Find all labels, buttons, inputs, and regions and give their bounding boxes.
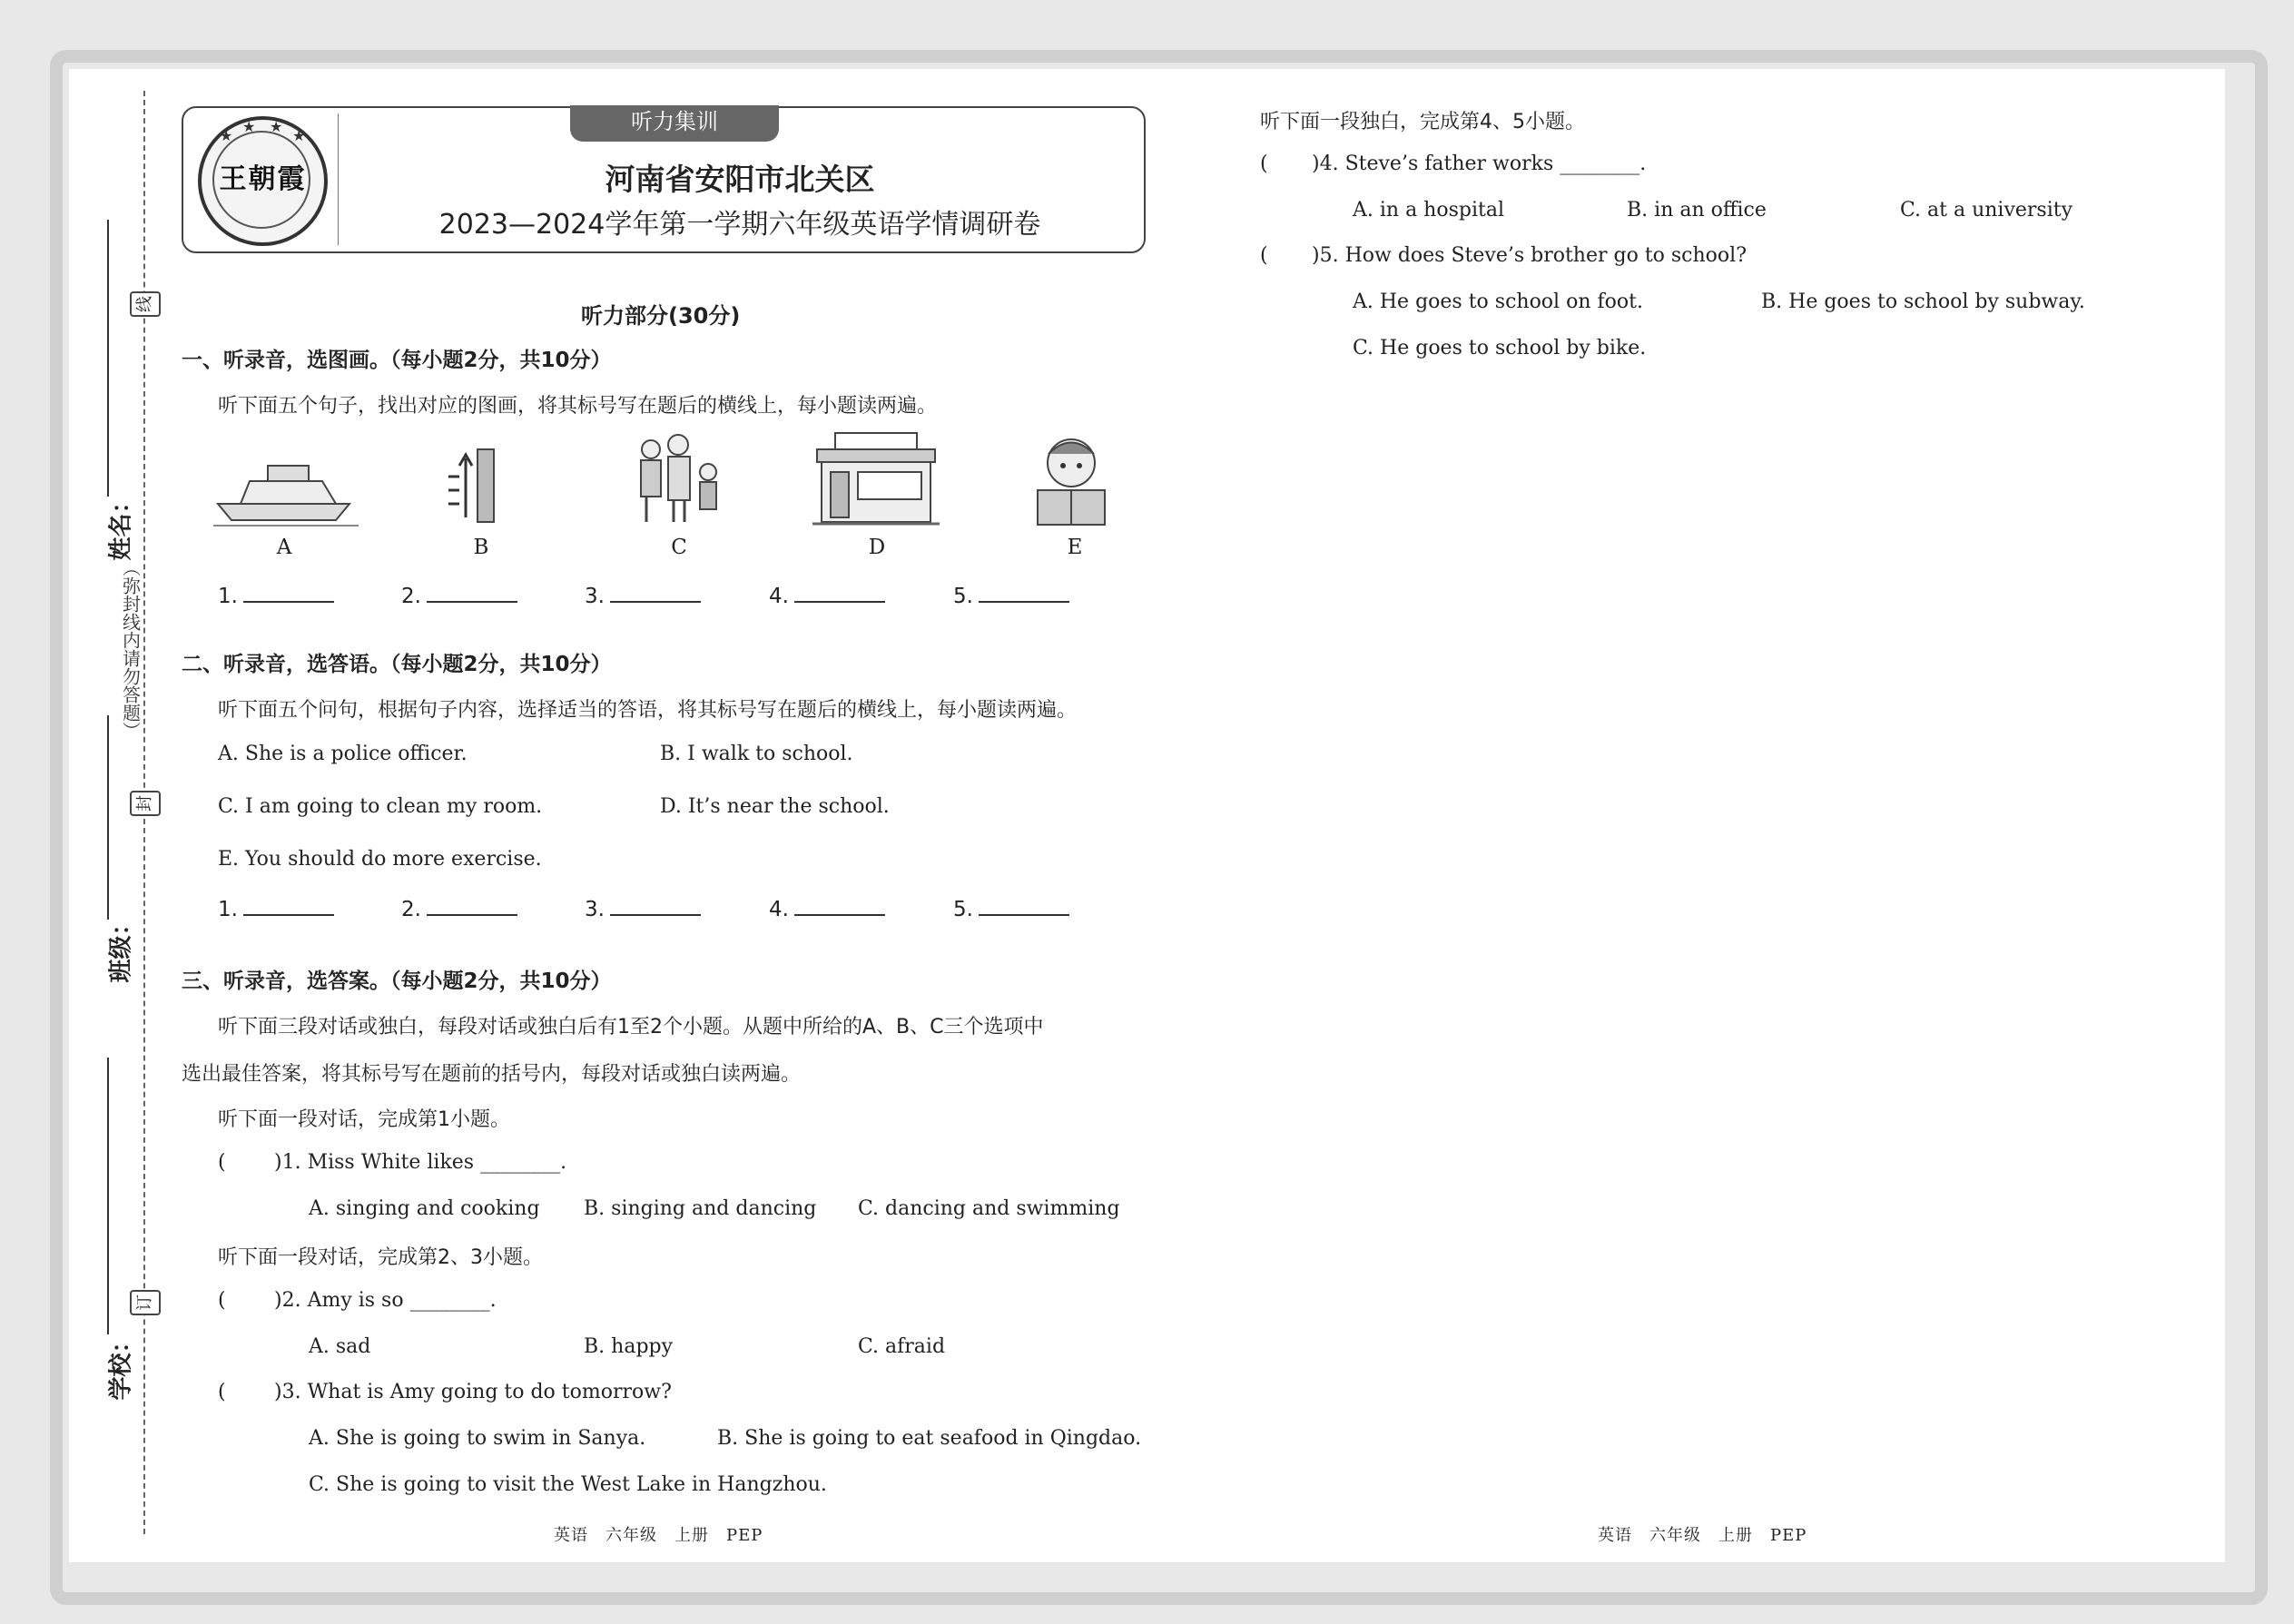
option-e: E. You should do more exercise.	[218, 848, 542, 871]
blank-number: 1.	[218, 898, 238, 921]
footer-right: 英语 六年级 上册 PEP	[1598, 1526, 1807, 1545]
question-2: )2. Amy is so ________.	[274, 1289, 497, 1312]
answer-bracket[interactable]: (	[218, 1289, 226, 1312]
part1-instruction: 听下面五个句子，找出对应的图画，将其标号写在题后的横线上，每小题读两遍。	[218, 395, 938, 418]
question-3: )3. What is Amy going to do tomorrow?	[274, 1381, 672, 1403]
binding-mark-bind: 订	[130, 1290, 161, 1315]
answer-bracket[interactable]: (	[218, 1151, 226, 1174]
name-field-label: 姓名：	[107, 489, 135, 561]
family-icon	[628, 431, 728, 531]
q5-option-b: B. He goes to school by subway.	[1761, 290, 2085, 313]
q3-option-c: C. She is going to visit the West Lake in Hangzhou.	[309, 1473, 827, 1496]
blank-number: 4.	[769, 898, 789, 921]
binding-note-text: （弥封线内请勿答题）	[119, 558, 142, 740]
question-4: )4. Steve’s father works ________.	[1312, 153, 1647, 175]
q1-option-b: B. singing and dancing	[584, 1197, 817, 1220]
picture-label: B	[473, 536, 489, 559]
binding-mark-seal: 封	[130, 791, 161, 816]
answer-blank[interactable]	[769, 583, 885, 608]
answer-blank[interactable]	[401, 896, 517, 921]
school-field-label: 学校：	[107, 1329, 135, 1401]
q3-option-a: A. She is going to swim in Sanya.	[309, 1427, 646, 1450]
blank-number: 2.	[401, 898, 421, 921]
q2-option-c: C. afraid	[858, 1335, 946, 1358]
answer-blank[interactable]	[218, 896, 334, 921]
ship-icon	[213, 431, 359, 531]
picture-label: C	[671, 536, 687, 559]
publisher-logo	[198, 116, 328, 246]
q5-option-a: A. He goes to school on foot.	[1353, 290, 1643, 313]
dialogue-intro-1: 听下面一段对话，完成第1小题。	[218, 1108, 510, 1131]
question-5: )5. How does Steve’s brother go to school?	[1312, 244, 1747, 267]
blank-number: 5.	[953, 898, 973, 921]
blank-number: 1.	[218, 585, 238, 608]
blank-number: 5.	[953, 585, 973, 608]
part3-heading: 三、听录音，选答案。（每小题2分，共10分）	[182, 969, 612, 993]
answer-blank[interactable]	[769, 896, 885, 921]
q5-option-c: C. He goes to school by bike.	[1353, 337, 1647, 359]
part2-instruction: 听下面五个问句，根据句子内容，选择适当的答语，将其标号写在题后的横线上，每小题读两遍。	[218, 699, 1078, 722]
part3-instruction-line2: 选出最佳答案，将其标号写在题前的括号内，每段对话或独白读两遍。	[182, 1063, 802, 1086]
q4-option-c: C. at a university	[1900, 199, 2073, 221]
header-divider	[338, 113, 339, 245]
logo-text: 王朝霞	[219, 163, 307, 195]
answer-blank[interactable]	[585, 583, 701, 608]
q3-option-b: B. She is going to eat seafood in Qingdao.	[717, 1427, 1142, 1450]
class-field-label: 班级：	[107, 911, 135, 983]
school-field-line[interactable]	[107, 1058, 109, 1334]
answer-bracket[interactable]: (	[1260, 244, 1268, 267]
binding-mark-line: 线	[130, 291, 161, 317]
option-c: C. I am going to clean my room.	[218, 795, 543, 818]
blank-number: 3.	[585, 898, 605, 921]
blank-number: 4.	[769, 585, 789, 608]
answer-bracket[interactable]: (	[218, 1381, 226, 1403]
answer-blank[interactable]	[953, 896, 1069, 921]
blank-number: 2.	[401, 585, 421, 608]
monologue-intro: 听下面一段独白，完成第4、5小题。	[1260, 111, 1585, 133]
binding-note	[116, 558, 143, 740]
q2-option-b: B. happy	[584, 1335, 674, 1358]
star-icon: ★	[242, 118, 256, 135]
class-field-line[interactable]	[107, 715, 109, 920]
q1-option-a: A. singing and cooking	[309, 1197, 540, 1220]
answer-bracket[interactable]: (	[1260, 153, 1268, 175]
header-banner: 听力集训	[570, 105, 779, 142]
option-d: D. It’s near the school.	[660, 795, 890, 818]
picture-label: E	[1067, 536, 1083, 559]
footer-left: 英语 六年级 上册 PEP	[554, 1526, 763, 1545]
question-1: )1. Miss White likes ________.	[274, 1151, 567, 1174]
q1-option-c: C. dancing and swimming	[858, 1197, 1120, 1220]
q2-option-a: A. sad	[309, 1335, 371, 1358]
part3-instruction-line1: 听下面三段对话或独白，每段对话或独白后有1至2个小题。从题中所给的A、B、C三个选项中	[218, 1016, 1044, 1038]
star-icon: ★	[270, 118, 283, 135]
part1-heading: 一、听录音，选图画。（每小题2分，共10分）	[182, 349, 612, 372]
star-icon: ★	[292, 127, 306, 144]
dialogue-intro-2: 听下面一段对话，完成第2、3小题。	[218, 1246, 543, 1269]
name-field-line[interactable]	[107, 220, 109, 497]
q4-option-a: A. in a hospital	[1353, 199, 1504, 221]
exam-region-title: 河南省安阳市北关区	[605, 162, 875, 197]
picture-label: D	[868, 536, 886, 559]
option-b: B. I walk to school.	[660, 743, 853, 765]
answer-blank[interactable]	[218, 583, 334, 608]
exam-title: 2023—2024学年第一学期六年级英语学情调研卷	[438, 209, 1041, 241]
arrow-icon	[443, 431, 516, 531]
bookstore-icon	[812, 431, 940, 531]
answer-blank[interactable]	[401, 583, 517, 608]
q4-option-b: B. in an office	[1627, 199, 1767, 221]
blank-number: 3.	[585, 585, 605, 608]
answer-blank[interactable]	[953, 583, 1069, 608]
part2-heading: 二、听录音，选答语。（每小题2分，共10分）	[182, 653, 612, 676]
picture-label: A	[276, 536, 292, 559]
boy-reading-icon	[1021, 431, 1121, 531]
option-a: A. She is a police officer.	[218, 743, 468, 765]
answer-blank[interactable]	[585, 896, 701, 921]
section-title: 听力部分(30分)	[581, 303, 741, 329]
star-icon: ★	[220, 127, 233, 144]
